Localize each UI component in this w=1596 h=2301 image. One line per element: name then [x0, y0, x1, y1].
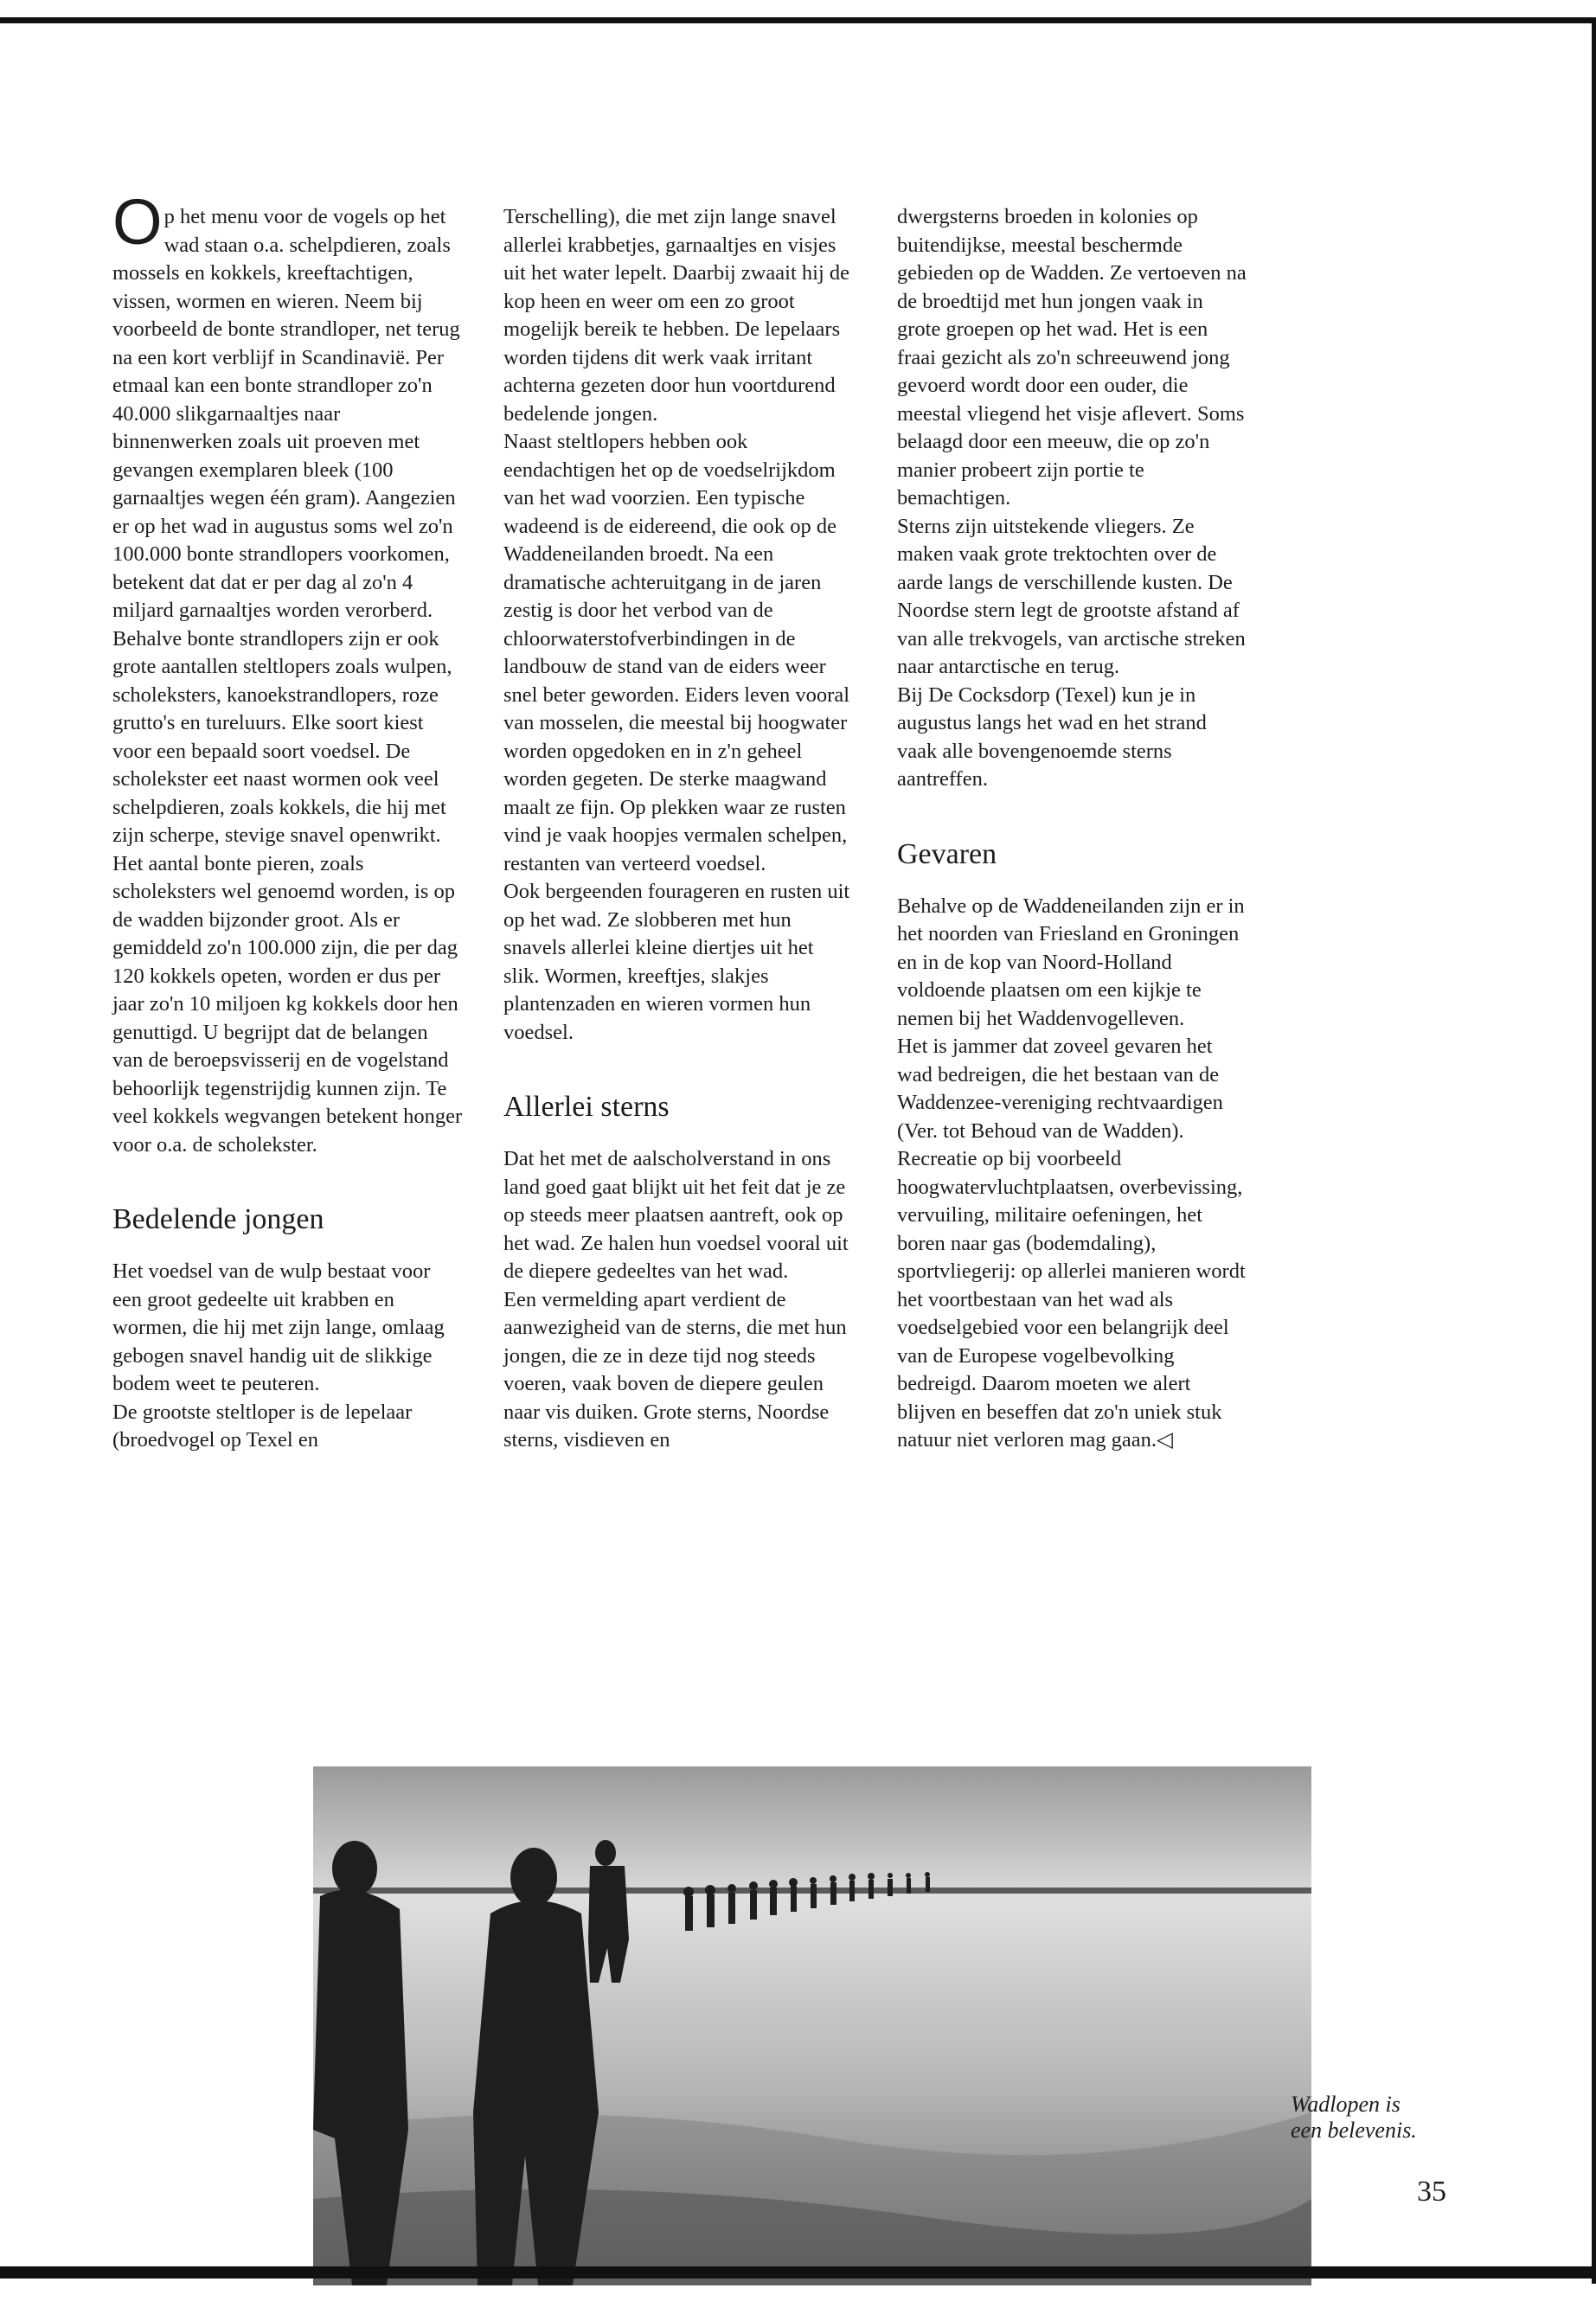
bottom-rule: [0, 2266, 1596, 2279]
end-mark: ◁: [1157, 1428, 1173, 1452]
right-rule: [1592, 17, 1596, 2284]
article-paragraph: Sterns zijn uitstekende vliegers. Ze maken vaak grote trektochten over de aarde langs de verschillende kusten. De Noordse stern legt de grootste afstand af van alle trekvogels, van arctische streken naar antarctische en terug.: [897, 514, 1246, 678]
top-rule: [0, 17, 1596, 23]
article-paragraph: Bij De Cocksdorp (Texel) kun je in augustus langs het wad en het strand vaak alle bovengenoemde sterns aantreffen.: [897, 683, 1207, 791]
article-column-3: [897, 203, 1247, 1455]
article-column-1: [112, 186, 463, 1455]
page-number: 35: [1417, 2176, 1446, 2208]
photo-caption: Wadlopen is een belevenis.: [1291, 2092, 1417, 2143]
article-paragraph: Ook bergeenden fourageren en rusten uit op het wad. Ze slobberen met hun snavels allerlei kleine diertjes uit het slik. Wormen, kreeftjes, slakjes plantenzaden en wieren vormen hun voedsel.: [503, 880, 850, 1044]
photo-illustration: [313, 1766, 1311, 2285]
article-paragraph: Naast steltlopers hebben ook eendachtigen het op de voedselrijkdom van het wad voorzien. Een typische wadeend is de eidereend, die ook op de Waddeneilanden broedt. Na een dramatische achteruitgang in de jaren zestig is door het verbod van de chloorwaterstofverbindingen in de landbouw de stand van de eiders weer snel beter geworden. Eiders leven vooral van mosselen, die meestal bij hoogwater worden opgedoken en in z'n geheel worden gegeten. De sterke maagwand maalt ze fijn. Op plekken waar ze rusten vind je vaak hoopjes vermalen schelpen, restanten van verteerd voedsel.: [503, 430, 850, 875]
article-paragraph: Het is jammer dat zoveel gevaren het wad bedreigen, die het bestaan van de Waddenzee-vereniging rechtvaardigen (Ver. tot Behoud van de Wadden). Recreatie op bij voorbeeld hoogwatervluchtplaatsen, overbevissing, vervuiling, militaire oefeningen, het boren naar gas (bodemdaling), sportvliegerij: op allerlei manieren wordt het voortbestaan van het wad als voedselgebied voor een belangrijk deel van de Europese vogelbevolking bedreigd. Daarom moeten we alert blijven en beseffen dat zo'n uniek stuk natuur niet verloren mag gaan.◁: [897, 1035, 1246, 1452]
article-column-2: [503, 203, 854, 1455]
article-paragraph: Behalve op de Waddeneilanden zijn er in het noorden van Friesland en Groningen en in de kop van Noord-Holland voldoende plaatsen om een kijkje te nemen bij het Waddenvogelleven.: [897, 894, 1245, 1030]
section-heading-bedelende-jongen: Bedelende jongen: [112, 1203, 324, 1235]
article-paragraph: Op het menu voor de vogels op het wad staan o.a. schelpdieren, zoals mossels en kokkels, kreeftachtigen, vissen, wormen en wieren. Neem bij voorbeeld de bonte strandloper, net terug na een kort verblijf in Scandinavië. Per etmaal kan een bonte strandloper zo'n 40.000 slikgarnaaltjes naar binnenwerken zoals uit proeven met gevangen exemplaren bleek (100 garnaaltjes wegen één gram). Aangezien er op het wad in augustus soms wel zo'n 100.000 bonte strandlopers voorkomen, betekent dat dat er per dag al zo'n 4 miljard garnaaltjes worden verorberd.: [112, 186, 460, 622]
article-paragraph: Behalve bonte strandlopers zijn er ook grote aantallen steltlopers zoals wulpen, scholeksters, kanoekstrandlopers, roze grutto's en tureluurs. Elke soort kiest voor een bepaald soort voedsel. De scholekster eet naast wormen ook veel schelpdieren, zoals kokkels, die hij met zijn scherpe, stevige snavel openwrikt. Het aantal bonte pieren, zoals scholeksters wel genoemd worden, is op de wadden bijzonder groot. Als er gemiddeld zo'n 100.000 zijn, die per dag 120 kokkels opeten, worden er dus per jaar zo'n 10 miljoen kg kokkels door hen genuttigd. U begrijpt dat de belangen van de beroepsvisserij en de vogelstand behoorlijk tegenstrijdig kunnen zijn. Te veel kokkels wegvangen betekent honger voor o.a. de scholekster.: [112, 626, 463, 1157]
drop-cap: O: [112, 186, 163, 258]
mudflat-walkers-photo: [313, 1766, 1311, 2285]
article-paragraph: Een vermelding apart verdient de aanwezigheid van de sterns, die met hun jongen, die ze in deze tijd nog steeds voeren, vaak boven de diepere geulen naar vis duiken. Grote sterns, Noordse sterns, visdieven en: [503, 1287, 847, 1452]
article-paragraph: Dat het met de aalscholverstand in ons land goed gaat blijkt uit het feit dat je ze op steeds meer plaatsen aantreft, ook op het wad. Ze halen hun voedsel vooral uit de diepere gedeeltes van het wad.: [503, 1147, 849, 1283]
article-paragraph: dwergsterns broeden in kolonies op buitendijkse, meestal beschermde gebieden op de Wadden. Ze vertoeven na de broedtijd met hun jongen vaak in grote groepen op het wad. Het is een fraai gezicht als zo'n schreeuwend jong gevoerd wordt door een ouder, die meestal vliegend het visje aflevert. Soms belaagd door een meeuw, die op zo'n manier probeert zijn portie te bemachtigen.: [897, 205, 1247, 510]
article-paragraph: Het voedsel van de wulp bestaat voor een groot gedeelte uit krabben en wormen, die hij met zijn lange, omlaag gebogen snavel handig uit de slikkige bodem weet te peuteren.: [112, 1259, 445, 1395]
article-paragraph: De grootste steltloper is de lepelaar (broedvogel op Texel en: [112, 1400, 413, 1452]
section-heading-gevaren: Gevaren: [897, 837, 997, 870]
section-heading-allerlei-sterns: Allerlei sterns: [503, 1091, 670, 1123]
article-paragraph: Terschelling), die met zijn lange snavel allerlei krabbetjes, garnaaltjes en visjes uit het water lepelt. Daarbij zwaait hij de kop heen en weer om een zo groot mogelijk bereik te hebben. De lepelaars worden tijdens dit werk vaak irritant achterna gezeten door hun voortdurend bedelende jongen.: [503, 205, 850, 426]
